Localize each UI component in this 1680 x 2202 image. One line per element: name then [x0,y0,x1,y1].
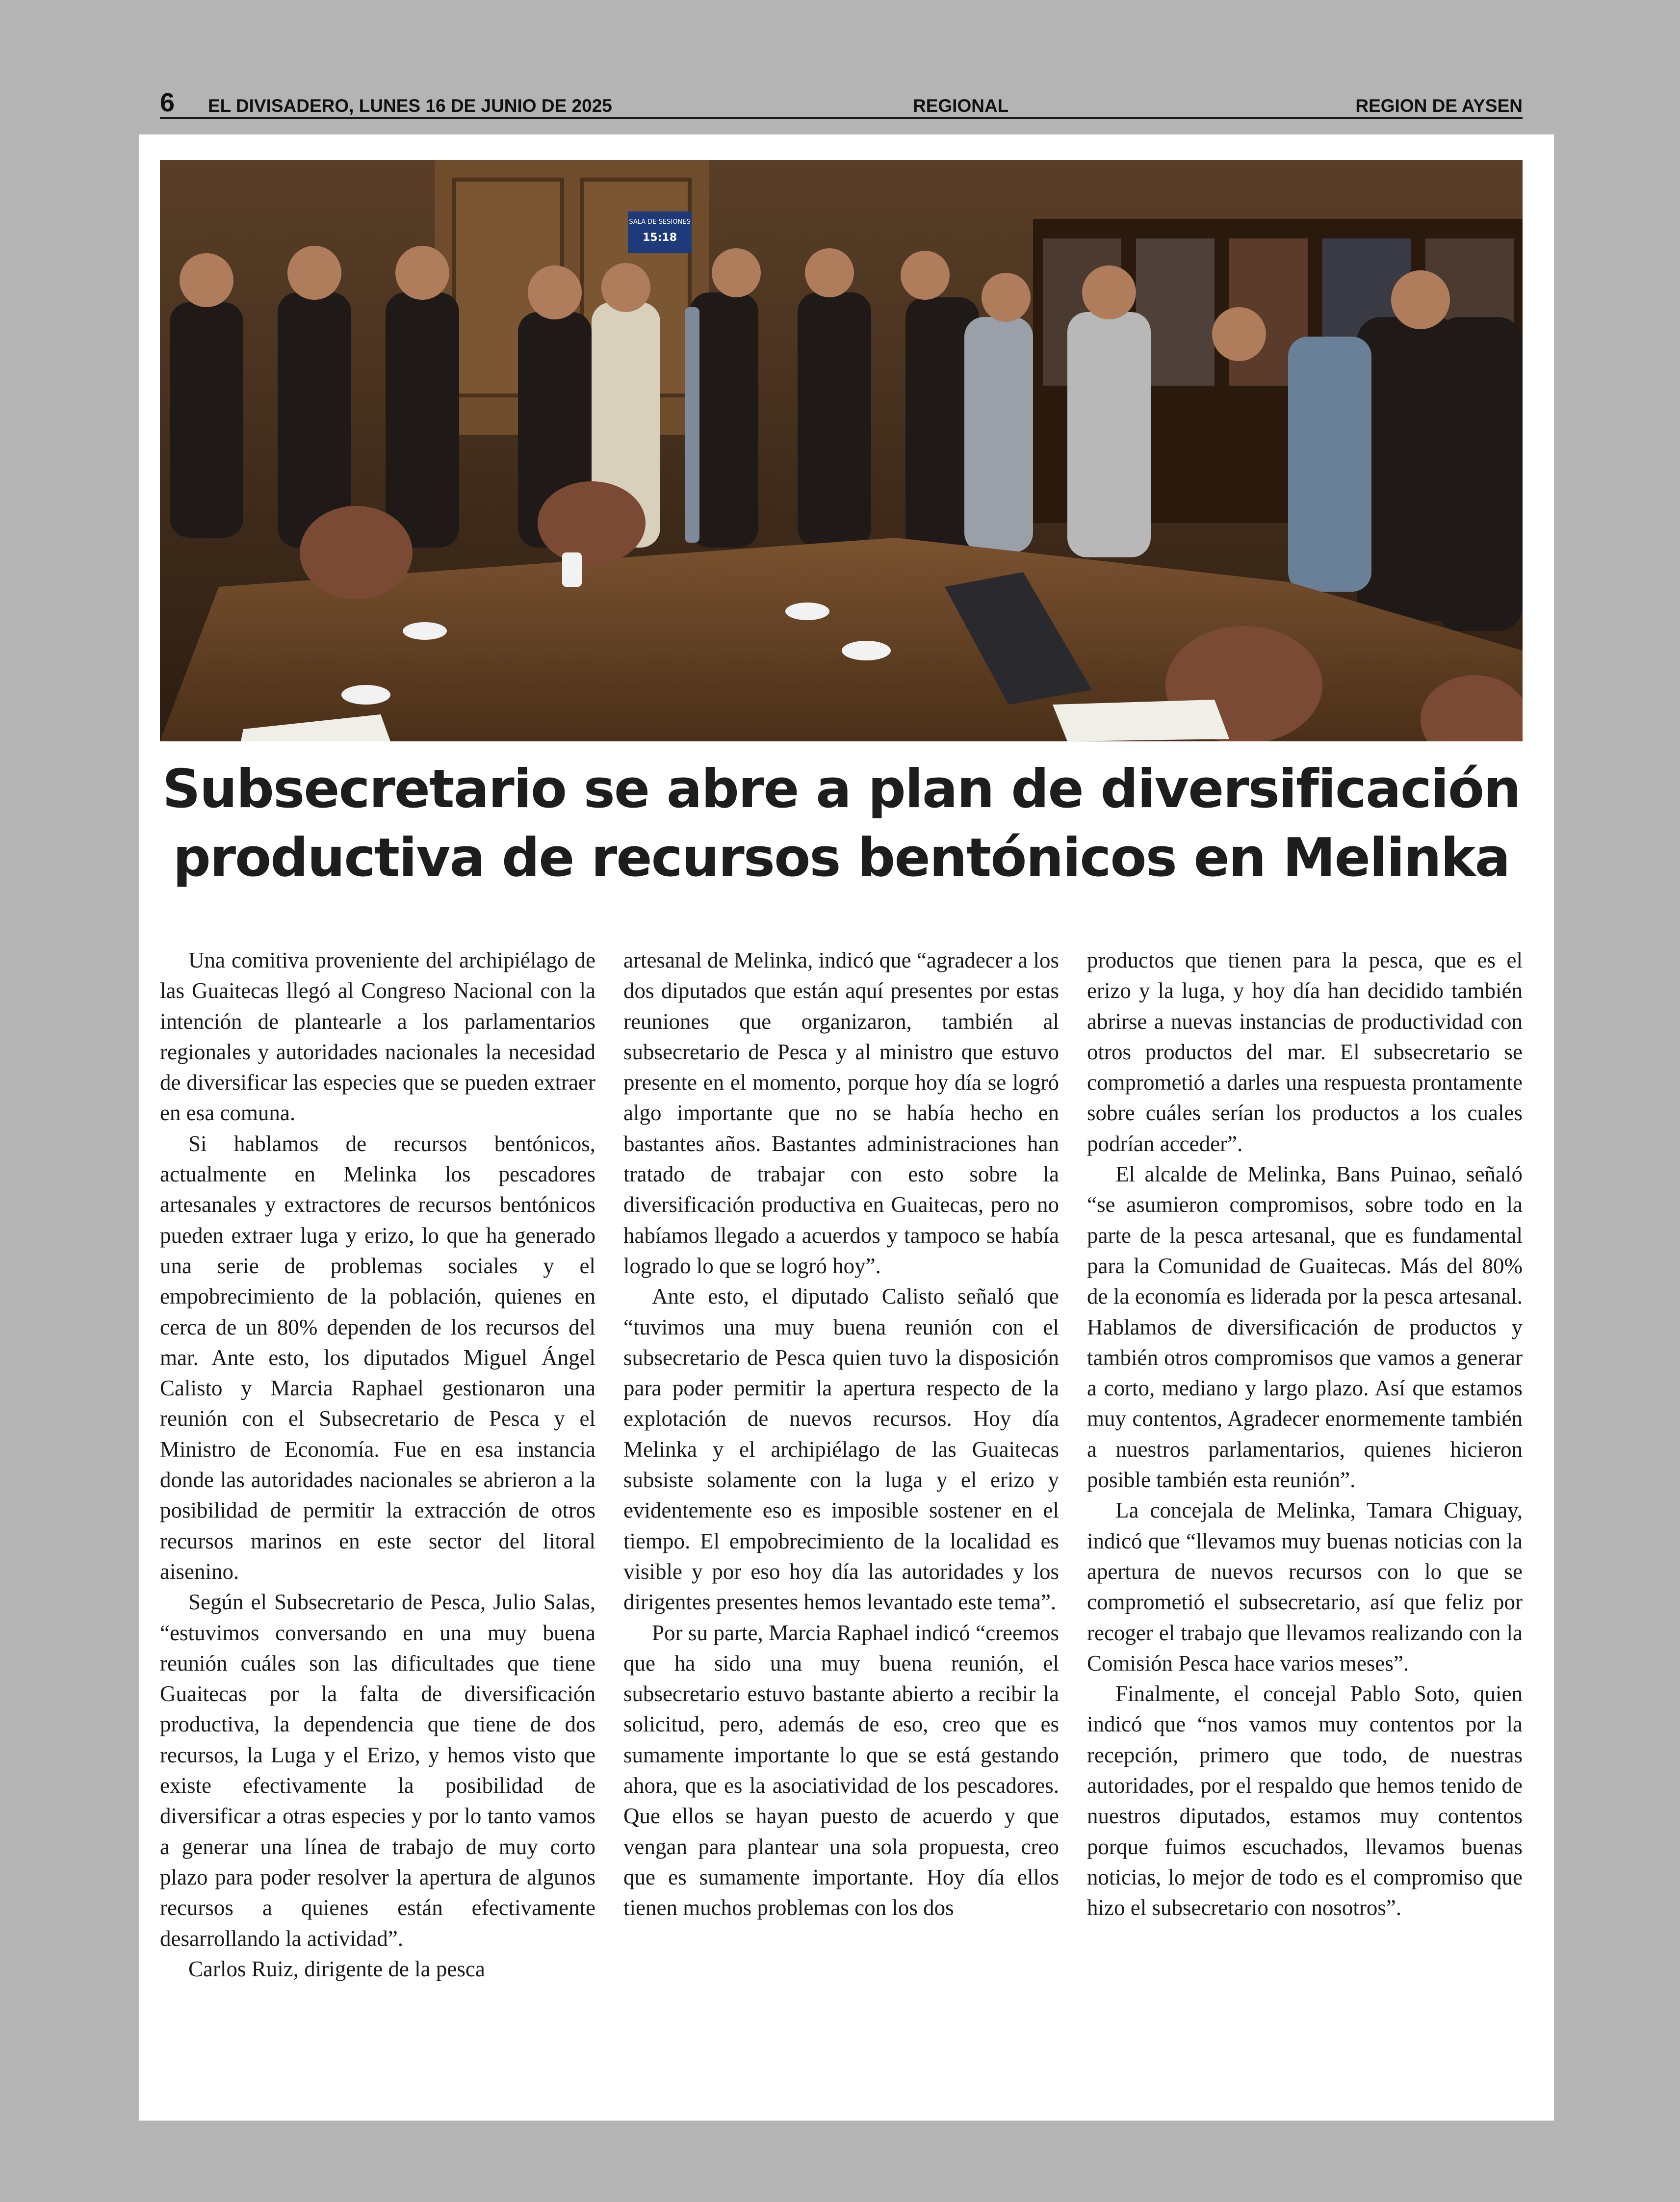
article-column-3 [1087,945,1523,1923]
paragraph: Según el Subsecretario de Pesca, Julio Salas, “estuvimos conversando en una muy buena reunión cuáles son las dificultades que tiene Guaitecas por la falta de diversificación productiva, la dependencia que tiene de dos recursos, la Luga y el Erizo, y hemos visto que existe efectivamente la posibilidad de diversificar a otras especies y por lo tanto vamos a generar una línea de trabajo de muy corto plazo para poder resolver la apertura de algunos recursos a quienes están efectivamente desarrollando la actividad”. [160,1590,595,1951]
paragraph: artesanal de Melinka, indicó que “agradecer a los dos diputados que están aquí presentes por estas reuniones que organizaron, también al subsecretario de Pesca y al ministro que estuvo presente en el momento, porque hoy día se logró algo importante que no se había hecho en bastantes años. Bastantes administraciones han tratado de trabajar con esto sobre la diversificación productiva en Guaitecas, pero no habíamos llegado a acuerdos y tampoco se había logrado lo que se logró hoy”. [623,948,1059,1278]
paragraph: Una comitiva proveniente del archipiélago de las Guaitecas llegó al Congreso Nacional con la intención de plantearle a los parlamentarios regionales y autoridades nacionales la necesidad de diversificar las especies que se pueden extraer en esa comuna. [160,948,595,1126]
region-label: REGION DE AYSEN [1355,96,1523,116]
screen-time: 15:18 [642,232,677,244]
paragraph: productos que tienen para la pesca, que es el erizo y la luga, y hoy día han decidido también abrirse a nuevas instancias de productividad con otros productos del mar. El subsecretario se comprometió a darles una respuesta prontamente sobre cuáles serían los productos a los cuales podrían acceder”. [1087,948,1523,1156]
section-label: REGIONAL [913,96,1009,116]
article-column-1 [160,945,595,1984]
paragraph: Si hablamos de recursos bentónicos, actualmente en Melinka los pescadores artesanales y extractores de recursos bentónicos pueden extraer luga y erizo, lo que ha generado una serie de problemas sociales y el empobrecimiento de la población, quienes en cerca de un 80% dependen de los recursos del mar. Ante esto, los diputados Miguel Ángel Calisto y Marcia Raphael gestionaron una reunión con el Subsecretario de Pesca y el Ministro de Economía. Fue en esa instancia donde las autoridades nacionales se abrieron a la posibilidad de permitir la extracción de otros recursos marinos en este sector del litoral aisenino. [160,1131,595,1584]
article-column-2 [623,945,1059,1923]
article-headline: Subsecretario se abre a plan de diversificación productiva de recursos bentónicos en Melinka [162,759,1520,889]
publication-date: EL DIVISADERO, LUNES 16 DE JUNIO DE 2025 [208,96,612,116]
meeting-photo-illustration [160,160,1523,741]
paragraph: La concejala de Melinka, Tamara Chiguay, indicó que “llevamos muy buenas noticias con la apertura de nuevos recursos con lo que se comprometió el subsecretario, así que feliz por recoger el trabajo que llevamos realizando con la Comisión Pesca hace varios meses”. [1087,1498,1523,1676]
paragraph: Finalmente, el concejal Pablo Soto, quien indicó que “nos vamos muy contentos por la recepción, primero que todo, de nuestras autoridades, por el respaldo que hemos tenido de nuestros diputados, estamos muy contentos porque fuimos escuchados, llevamos buenas noticias, lo mejor de todo es el compromiso que hizo el subsecretario con nosotros”. [1087,1681,1523,1920]
article-photo [160,160,1523,741]
paragraph: Ante esto, el diputado Calisto señaló que “tuvimos una muy buena reunión con el subsecretario de Pesca quien tuvo la disposición para poder permitir la apertura respecto de la explotación de nuevos recursos. Hoy día Melinka y el archipiélago de las Guaitecas subsiste solamente con la luga y el erizo y evidentemente eso es imposible sostener en el tiempo. El empobrecimiento de la localidad es visible y por eso hoy día las autoridades y los dirigentes presentes hemos levantado este tema”. [623,1284,1059,1615]
page-header [160,87,1523,119]
paragraph: Carlos Ruiz, dirigente de la pesca [188,1956,485,1981]
page-number: 6 [160,88,175,117]
screen-title: SALA DE SESIONES [629,218,691,226]
paragraph: Por su parte, Marcia Raphael indicó “creemos que ha sido una muy buena reunión, el subsecretario estuvo bastante abierto a recibir la solicitud, pero, además de eso, creo que es sumamente importante lo que se está gestando ahora, que es la asociatividad de los pescadores. Que ellos se hayan puesto de acuerdo y que vengan para plantear una sola propuesta, creo que es sumamente importante. Hoy día ellos tienen muchos problemas con los dos [623,1620,1059,1920]
paragraph: El alcalde de Melinka, Bans Puinao, señaló “se asumieron compromisos, sobre todo en la parte de la pesca artesanal, que es fundamental para la Comunidad de Guaitecas. Más del 80% de la economía es liderada por la pesca artesanal. Hablamos de diversificación de productos y también otros compromisos que vamos a generar a corto, mediano y largo plazo. Así que estamos muy contentos, Agradecer enormemente también a nuestros parlamentarios, quienes hicieron posible también esta reunión”. [1087,1162,1523,1493]
page-sheet [139,134,1554,2121]
